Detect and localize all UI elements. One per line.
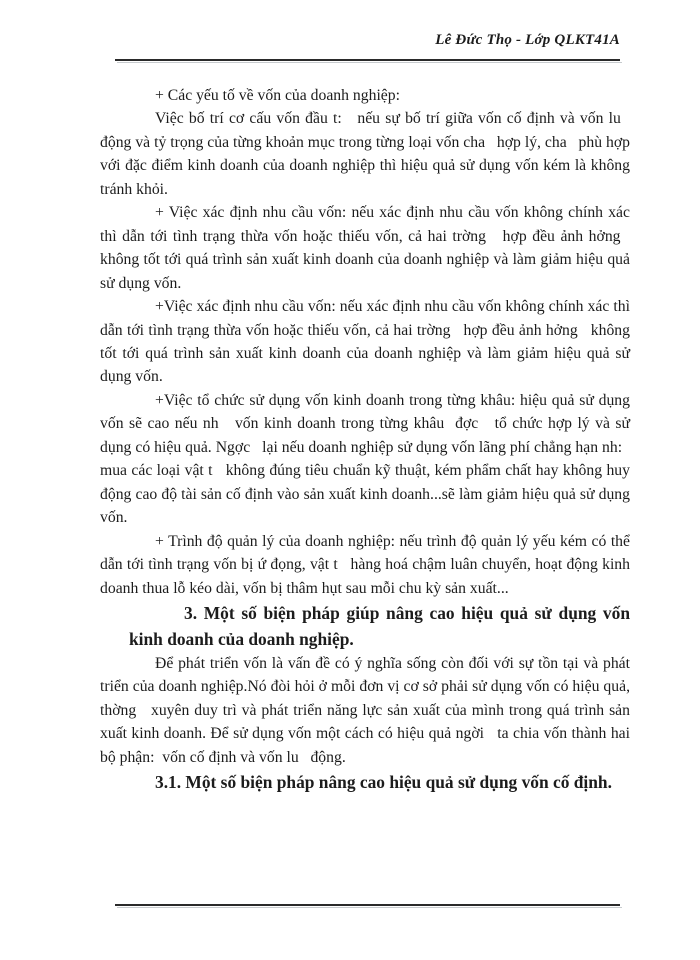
section-heading-3-1: 3.1. Một số biện pháp nâng cao hiệu quả sử dụng vốn cố định. [155,772,612,793]
document-body [100,84,630,795]
header-rule [115,59,620,61]
bullet-line: + Các yếu tố về vốn của doanh nghiệp: [155,87,400,104]
paragraph-capital-need-1: + Việc xác định nhu cầu vốn: nếu xác định nhu cầu vốn không chính xác thì dẫn tới tình trạng thừa vốn hoặc thiếu vốn, cả hai trờng hợp đều ảnh hởng không tốt tới quá trình sản xuất kinh doanh của doanh nghiệp và làm giảm hiệu quả sử dụng vốn. [100,204,630,292]
paragraph-capital-structure: Việc bố trí cơ cấu vốn đầu t: nếu sự bố trí giữa vốn cố định và vốn lu động và tỷ trọng của từng khoản mục trong từng loại vốn cha hợp lý, cha phù hợp với đặc điểm kinh doanh của doanh nghiệp thì hiệu quả sử dụng vốn kém là không tránh khỏi. [100,110,630,198]
header-author-line: Lê Đức Thọ - Lớp QLKT41A [435,32,620,48]
paragraph-capital-usage: +Việc tổ chức sử dụng vốn kinh doanh trong từng khâu: hiệu quả sử dụng vốn sẽ cao nếu nh vốn kinh doanh trong từng khâu đợc tổ chức hợp lý và sử dụng có hiệu quả. Ngợc lại nếu doanh nghiệp sử dụng vốn lãng phí chẳng hạn nh: mua các loại vật t không đúng tiêu chuẩn kỹ thuật, kém phẩm chất hay không huy động cao độ tài sản cố định vào sản xuất kinh doanh...sẽ làm giảm hiệu quả sử dụng vốn. [100,391,630,527]
section-heading-3: 3. Một số biện pháp giúp nâng cao hiệu quả sử dụng vốn kinh doanh của doanh nghiệp. [129,602,630,649]
paragraph-capital-need-2: +Việc xác định nhu cầu vốn: nếu xác định nhu cầu vốn không chính xác thì dẫn tới tình trạng thừa vốn hoặc thiếu vốn, cả hai trờng hợp đều ảnh hởng không tốt tới quá trình sản xuất kinh doanh của doanh nghiệp và làm giảm hiệu quả sử dụng vốn. [100,298,630,386]
paragraph-capital-development: Để phát triển vốn là vấn đề có ý nghĩa sống còn đối với sự tồn tại và phát triển của doanh nghiệp.Nó đòi hỏi ở mỗi đơn vị cơ sở phải sử dụng vốn có hiệu quả, thờng xuyên duy trì và phát triển năng lực sản xuất của mình trong quá trình sản xuất kinh doanh. Để sử dụng vốn một cách có hiệu quả ngời ta chia vốn thành hai bộ phận: vốn cố định và vốn lu động. [100,654,630,766]
page-header [435,31,620,50]
paragraph-management-level: + Trình độ quản lý của doanh nghiệp: nếu trình độ quản lý yếu kém có thể dẫn tới tình trạng vốn bị ứ đọng, vật t hàng hoá chậm luân chuyển, hoạt động kinh doanh thua lỗ kéo dài, vốn bị thâm hụt sau mỗi chu kỳ sản xuất... [100,532,630,597]
footer-rule [115,904,620,906]
